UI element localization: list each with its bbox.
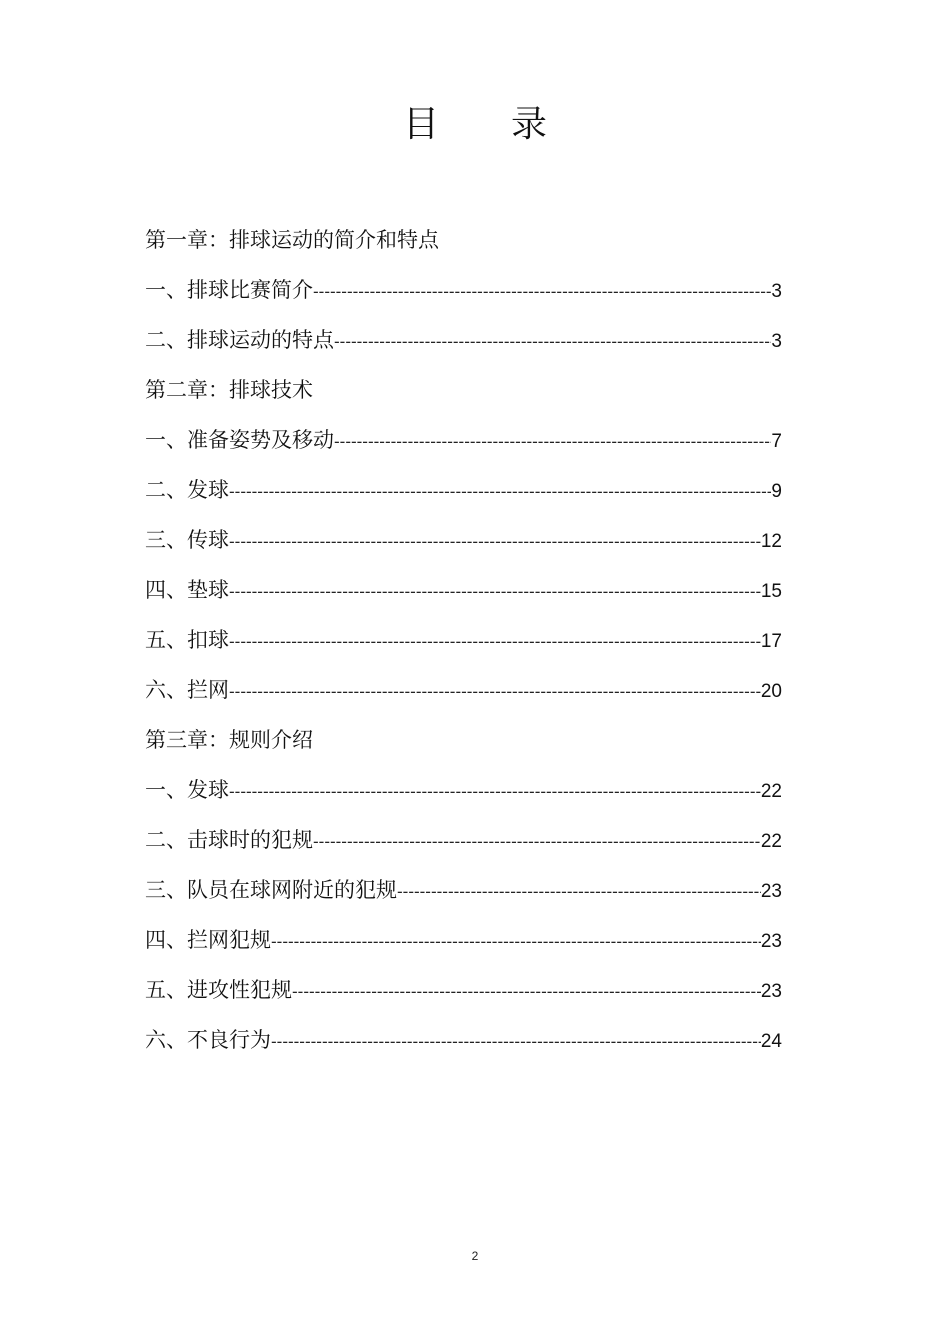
- toc-page-number: 12: [760, 531, 782, 552]
- table-of-contents: [145, 215, 790, 1065]
- toc-page-number: 22: [760, 831, 782, 852]
- toc-chapter-heading[interactable]: [145, 365, 790, 415]
- toc-dot-leader: [313, 817, 761, 867]
- title-char-2: 录: [511, 104, 548, 145]
- toc-entry-label: 五、进攻性犯规: [145, 978, 292, 1002]
- toc-page-number: 15: [760, 581, 782, 602]
- toc-page-number: 23: [760, 981, 782, 1002]
- toc-entry[interactable]: [145, 615, 790, 665]
- toc-dot-leader: [292, 967, 761, 1017]
- toc-dot-leader: [397, 867, 761, 917]
- toc-dot-leader: [271, 917, 761, 967]
- toc-entry-label: 五、扣球: [145, 628, 229, 652]
- toc-dot-leader: [229, 567, 761, 617]
- toc-entry-label: 三、队员在球网附近的犯规: [145, 878, 397, 902]
- toc-dot-leader: [229, 667, 761, 717]
- toc-chapter-heading[interactable]: [145, 715, 790, 765]
- toc-dot-leader: [229, 767, 761, 817]
- toc-entry-label: 二、击球时的犯规: [145, 828, 313, 852]
- toc-chapter-label: 第一章：排球运动的简介和特点: [145, 228, 439, 252]
- toc-entry[interactable]: [145, 815, 790, 865]
- toc-entry[interactable]: [145, 415, 790, 465]
- toc-entry-label: 一、排球比赛简介: [145, 278, 313, 302]
- page-number: 2: [471, 1249, 479, 1263]
- toc-dot-leader: [229, 617, 761, 667]
- toc-entry[interactable]: [145, 1015, 790, 1065]
- toc-page-number: 9: [771, 481, 782, 502]
- toc-page-number: 23: [760, 881, 782, 902]
- toc-page-number: 24: [760, 1031, 782, 1052]
- toc-entry[interactable]: [145, 265, 790, 315]
- toc-entry-label: 三、传球: [145, 528, 229, 552]
- toc-page-number: 3: [771, 281, 782, 302]
- toc-entry[interactable]: [145, 665, 790, 715]
- toc-entry-label: 四、拦网犯规: [145, 928, 271, 952]
- toc-page-number: 20: [760, 681, 782, 702]
- toc-dot-leader: [229, 467, 771, 517]
- toc-page-number: 7: [771, 431, 782, 452]
- page-title: [0, 100, 950, 150]
- toc-entry-label: 六、不良行为: [145, 1028, 271, 1052]
- toc-chapter-heading[interactable]: [145, 215, 790, 265]
- toc-entry-label: 四、垫球: [145, 578, 229, 602]
- toc-dot-leader: [334, 417, 771, 467]
- toc-chapter-label: 第二章：排球技术: [145, 378, 313, 402]
- toc-entry[interactable]: [145, 965, 790, 1015]
- toc-page-number: 22: [760, 781, 782, 802]
- toc-entry[interactable]: [145, 765, 790, 815]
- toc-entry[interactable]: [145, 315, 790, 365]
- toc-dot-leader: [229, 517, 761, 567]
- toc-dot-leader: [271, 1017, 761, 1067]
- toc-page-number: 17: [760, 631, 782, 652]
- toc-entry-label: 二、排球运动的特点: [145, 328, 334, 352]
- toc-chapter-label: 第三章：规则介绍: [145, 728, 313, 752]
- toc-dot-leader: [334, 317, 771, 367]
- toc-entry[interactable]: [145, 565, 790, 615]
- toc-entry[interactable]: [145, 515, 790, 565]
- toc-entry[interactable]: [145, 865, 790, 915]
- toc-entry-label: 二、发球: [145, 478, 229, 502]
- toc-entry-label: 一、准备姿势及移动: [145, 428, 334, 452]
- toc-entry-label: 一、发球: [145, 778, 229, 802]
- toc-dot-leader: [313, 267, 771, 317]
- toc-page-number: 23: [760, 931, 782, 952]
- toc-entry-label: 六、拦网: [145, 678, 229, 702]
- toc-page-number: 3: [771, 331, 782, 352]
- toc-entry[interactable]: [145, 465, 790, 515]
- toc-entry[interactable]: [145, 915, 790, 965]
- title-char-1: 目: [402, 104, 439, 145]
